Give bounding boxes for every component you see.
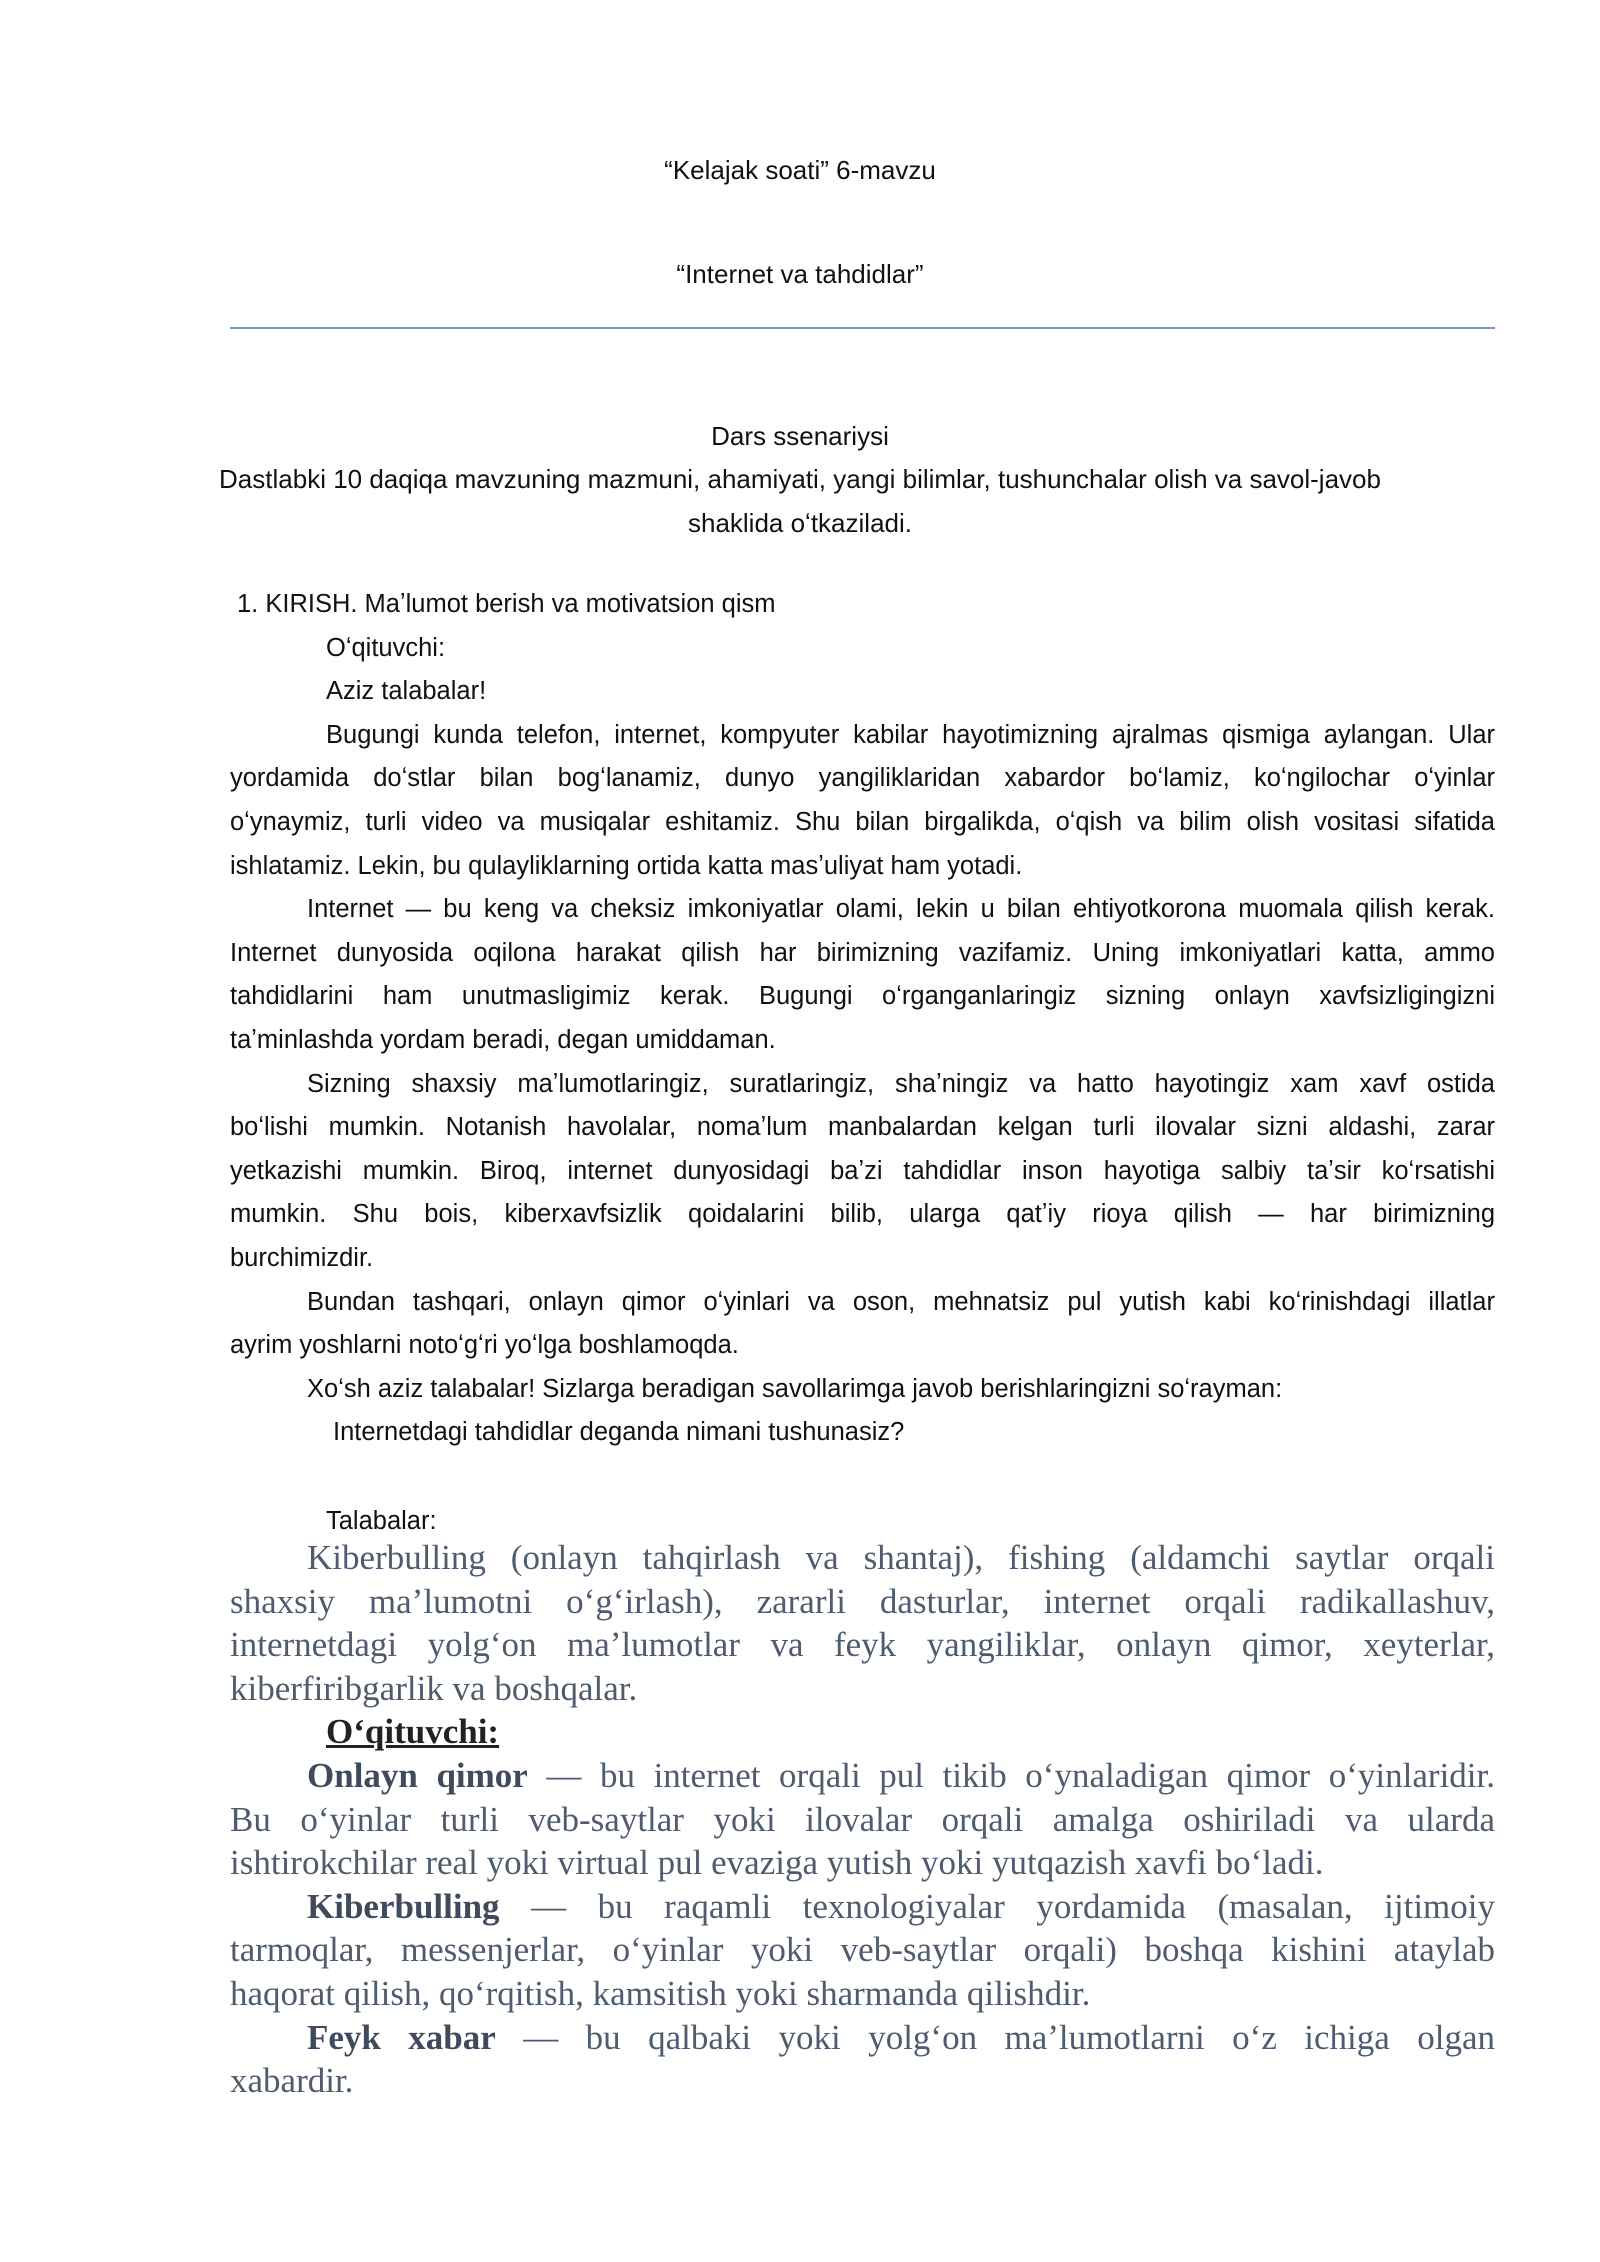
paragraph-1-line: yordamida doʻstlar bilan bogʻlanamiz, dunyo yangiliklaridan xabardor boʻlamiz, koʻngilochar oʻyinlar — [230, 764, 1495, 793]
paragraph-5: Xoʻsh aziz talabalar! Sizlarga beradigan savollarimga javob berishlaringizni soʻrayman: — [307, 1374, 1283, 1403]
teacher-label-2: Oʻqituvchi: — [326, 1712, 500, 1752]
students-answer-line: internetdagi yolgʻon maʼlumotlar va feyk yangiliklar, onlayn qimor, xeyterlar, — [230, 1625, 1495, 1665]
document-title-line2: “Internet va tahdidlar” — [676, 259, 924, 289]
paragraph-2-line: Internet dunyosida oqilona harakat qilish har birimizning vazifamiz. Uning imkoniyatlari katta, ammo — [230, 938, 1495, 967]
students-answer-line: Kiberbulling (onlayn tahqirlash va shantaj), fishing (aldamchi saytlar orqali — [307, 1538, 1495, 1577]
paragraph-1-line: Bugungi kunda telefon, internet, kompyuter kabilar hayotimizning ajralmas qismiga aylangan. Ular — [326, 720, 1495, 749]
paragraph-2-line: Internet — bu keng va cheksiz imkoniyatlar olami, lekin u bilan ehtiyotkorona muomala qilish kerak. — [307, 895, 1495, 924]
teacher-label: Oʻqituvchi: — [326, 633, 446, 662]
scenario-title: Dars ssenariysi — [711, 421, 889, 451]
paragraph-2-line: tahdidlarini ham unutmasligimiz kerak. Bugungi oʻrganganlaringiz sizning onlayn xavfsizligingizni — [230, 982, 1495, 1011]
question: Internetdagi tahdidlar deganda nimani tushunasiz? — [333, 1418, 905, 1447]
term-feyk-xabar: Feyk xabar — [307, 2017, 496, 2057]
greeting: Aziz talabalar! — [326, 677, 487, 706]
definition-line: haqorat qilish, qoʻrqitish, kamsitish yoki sharmanda qilishdir. — [230, 1973, 1091, 2013]
answers-section — [230, 1536, 1495, 2103]
term-kiberbulling: Kiberbulling — [307, 1886, 500, 1926]
paragraph-3-line: burchimizdir. — [230, 1243, 374, 1272]
definition-line: Bu oʻyinlar turli veb-saytlar yoki ilovalar orqali amalga oshiriladi va ularda — [230, 1799, 1495, 1839]
definition-feyk-xabar-text: — bu qalbaki yoki yolgʻon maʼlumotlarni oʻz ichiga olgan — [495, 2017, 1495, 2057]
students-answer-line: kiberfiribgarlik va boshqalar. — [230, 1668, 638, 1708]
students-label: Talabalar: — [326, 1507, 437, 1535]
paragraph-3-line: boʻlishi mumkin. Notanish havolalar, nomaʼlum manbalardan kelgan turli ilovalar sizni aldashi, zarar — [230, 1113, 1495, 1142]
section-heading: 1. KIRISH. Maʼlumot berish va motivatsion qism — [237, 590, 776, 618]
paragraph-3-line: yetkazishi mumkin. Biroq, internet dunyosidagi baʼzi tahdidlar inson hayotiga salbiy taʼsir koʻrsatishi — [230, 1156, 1495, 1185]
paragraph-1-line: oʻynaymiz, turli video va musiqalar eshitamiz. Shu bilan birgalikda, oʻqish va bilim olish vositasi sifatida — [230, 807, 1495, 836]
paragraph-3-line: mumkin. Shu bois, kiberxavfsizlik qoidalarini bilib, ularga qatʼiy rioya qilish — har birimizning — [230, 1200, 1495, 1229]
definition-line: xabardir. — [230, 2061, 354, 2101]
definition-line: tarmoqlar, messenjerlar, oʻyinlar yoki veb-saytlar orqali) boshqa kishini ataylab — [230, 1930, 1495, 1970]
definition-onlayn-qimor-text: — bu internet orqali pul tikib oʻynaladigan qimor oʻyinlaridir. — [527, 1755, 1495, 1795]
paragraph-2-line: taʼminlashda yordam beradi, degan umiddaman. — [230, 1025, 776, 1054]
section-intro — [230, 583, 1495, 1455]
scenario-description-line2: shaklida oʻtkaziladi. — [687, 508, 912, 538]
paragraph-4-line: ayrim yoshlarni notoʻgʻri yoʻlga boshlamoqda. — [230, 1331, 739, 1360]
term-onlayn-qimor: Onlayn qimor — [307, 1755, 528, 1795]
definition-kiberbulling — [230, 1885, 1495, 1929]
scenario-description-line1: Dastlabki 10 daqiqa mavzuning mazmuni, ahamiyati, yangi bilimlar, tushunchalar olish va savol-javob — [219, 464, 1381, 494]
definition-line: ishtirokchilar real yoki virtual pul evaziga yutish yoki yutqazish xavfi boʻladi. — [230, 1843, 1324, 1883]
students-answer-line: shaxsiy maʼlumotni oʻgʻirlash), zararli dasturlar, internet orqali radikallashuv, — [230, 1581, 1495, 1621]
paragraph-4-line: Bundan tashqari, onlayn qimor oʻyinlari va oson, mehnatsiz pul yutish kabi koʻrinishdagi illatlar — [307, 1287, 1495, 1316]
document-title-line1: “Kelajak soati” 6-mavzu — [664, 155, 936, 185]
paragraph-1-line: ishlatamiz. Lekin, bu qulayliklarning ortida katta masʼuliyat ham yotadi. — [230, 851, 1023, 880]
definition-onlayn-qimor — [230, 1754, 1495, 1798]
title-divider — [230, 327, 1495, 329]
definition-kiberbulling-text: — bu raqamli texnologiyalar yordamida (masalan, ijtimoiy — [499, 1886, 1495, 1926]
paragraph-3-line: Sizning shaxsiy maʼlumotlaringiz, suratlaringiz, shaʼningiz va hatto hayotingiz xam xavf ostida — [307, 1069, 1495, 1098]
definition-feyk-xabar — [230, 2016, 1495, 2060]
